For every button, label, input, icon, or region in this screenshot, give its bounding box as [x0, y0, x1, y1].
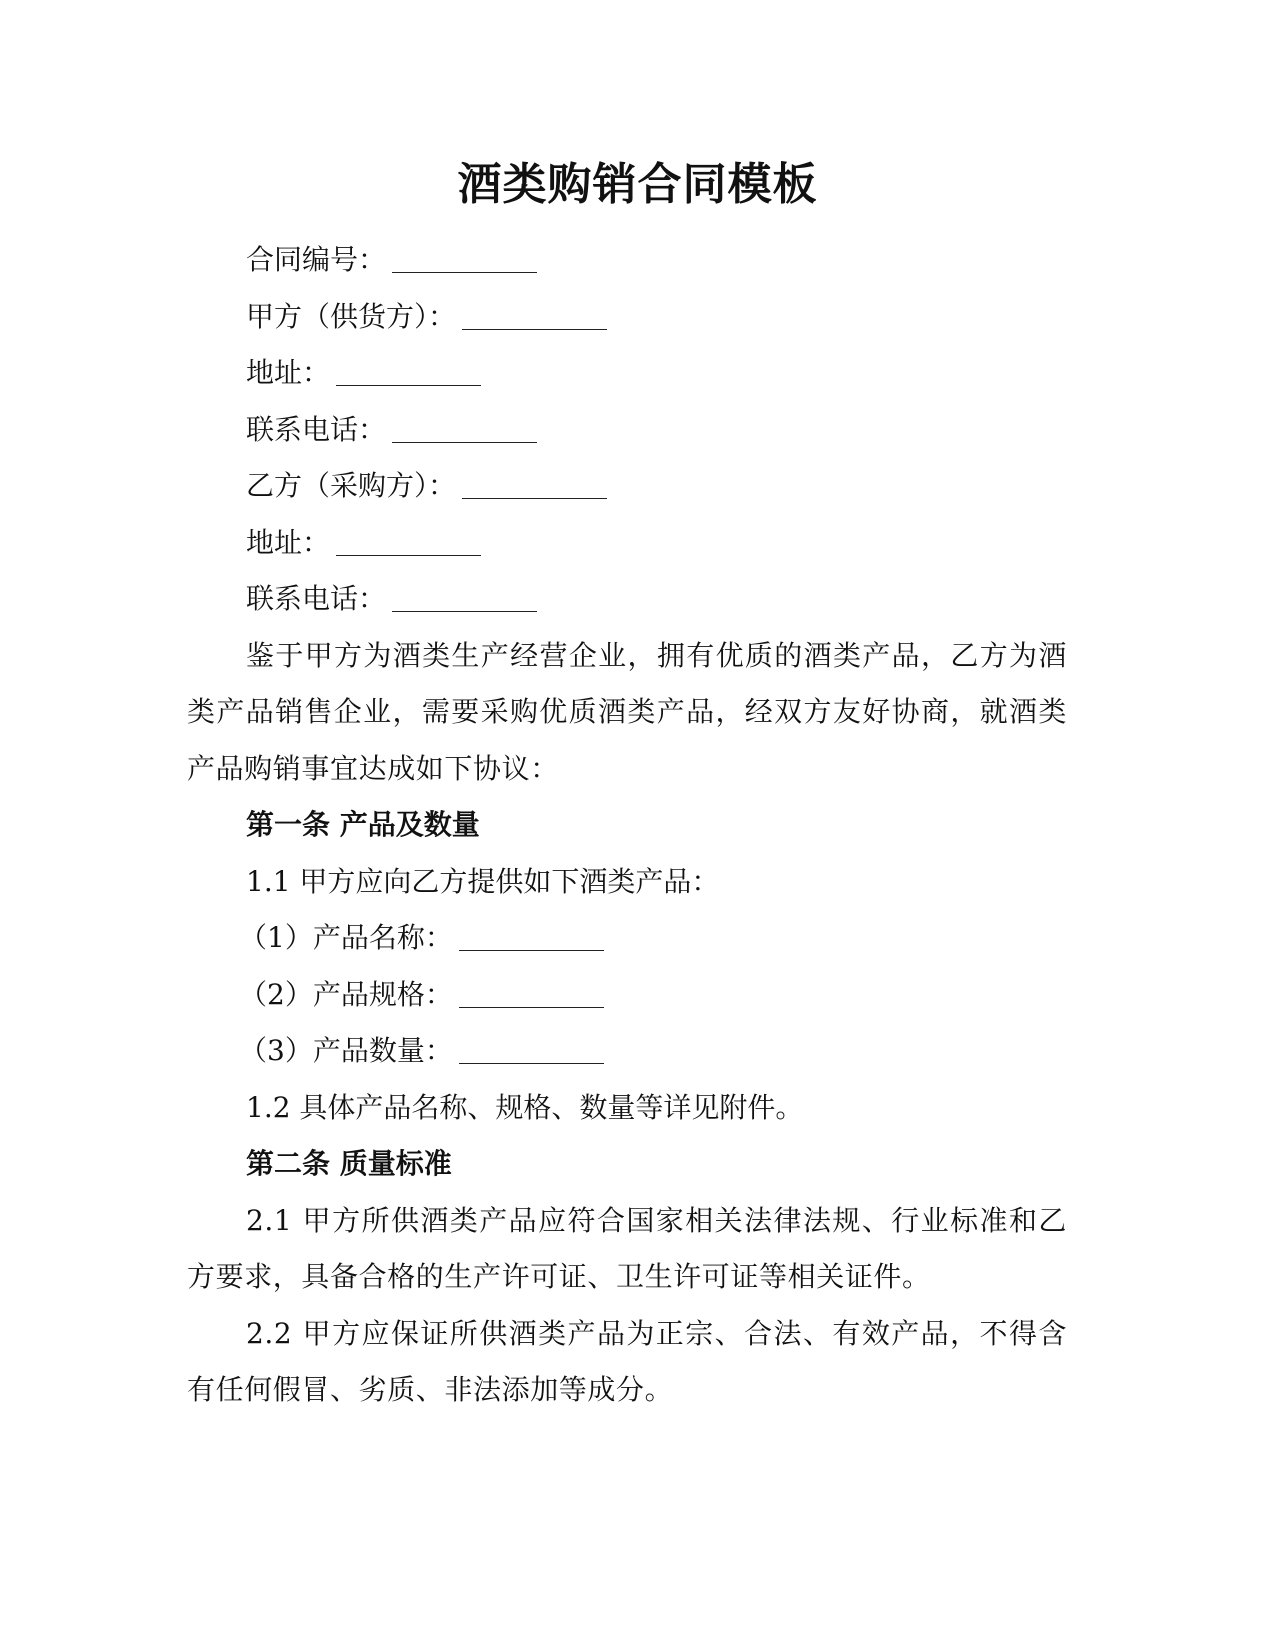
fill-blank — [392, 242, 537, 273]
field-party-a-address — [187, 345, 1067, 402]
item-product-name — [187, 910, 1067, 967]
clause-2-2: 2.2 甲方应保证所供酒类产品为正宗、合法、有效产品，不得含有任何假冒、劣质、非法添加等成分。 — [187, 1316, 1067, 1406]
preamble-paragraph: 鉴于甲方为酒类生产经营企业，拥有优质的酒类产品，乙方为酒类产品销售企业，需要采购优质酒类产品，经双方友好协商，就酒类产品购销事宜达成如下协议： — [187, 638, 1067, 785]
field-label: 合同编号： — [246, 243, 387, 276]
field-label: 联系电话： — [246, 582, 387, 615]
field-party-a-phone — [187, 402, 1067, 459]
article-1-heading: 第一条 产品及数量 — [246, 808, 480, 841]
fill-blank — [459, 1033, 604, 1064]
field-label: 甲方（供货方）： — [246, 299, 457, 333]
field-party-a — [187, 289, 1067, 346]
fill-blank — [336, 525, 481, 556]
field-party-b-phone — [187, 571, 1067, 628]
fill-blank — [459, 920, 604, 951]
field-party-b-address — [187, 515, 1067, 572]
fill-blank — [336, 355, 481, 386]
fill-blank — [462, 299, 607, 330]
item-label: （3）产品数量： — [239, 1034, 453, 1067]
item-label: （1）产品名称： — [239, 921, 453, 954]
fill-blank — [392, 412, 537, 443]
fill-blank — [459, 977, 604, 1008]
item-product-spec — [187, 967, 1067, 1024]
article-2-heading: 第二条 质量标准 — [246, 1147, 452, 1180]
field-label: 地址： — [246, 525, 331, 559]
document-body — [187, 232, 1067, 1419]
fill-blank — [462, 468, 607, 499]
field-contract-number — [187, 232, 1067, 289]
field-label: 乙方（采购方）： — [246, 469, 457, 502]
field-label: 联系电话： — [246, 412, 387, 446]
document-title: 酒类购销合同模板 — [457, 159, 818, 210]
fill-blank — [392, 581, 537, 612]
clause-2-1: 2.1 甲方所供酒类产品应符合国家相关法律法规、行业标准和乙方要求，具备合格的生产许可证、卫生许可证等相关证件。 — [187, 1203, 1067, 1293]
field-party-b — [187, 458, 1067, 515]
item-product-quantity — [187, 1023, 1067, 1080]
clause-1-1: 1.1 甲方应向乙方提供如下酒类产品： — [246, 864, 720, 898]
field-label: 地址： — [246, 356, 331, 389]
item-label: （2）产品规格： — [239, 977, 453, 1011]
clause-1-2: 1.2 具体产品名称、规格、数量等详见附件。 — [246, 1090, 804, 1124]
